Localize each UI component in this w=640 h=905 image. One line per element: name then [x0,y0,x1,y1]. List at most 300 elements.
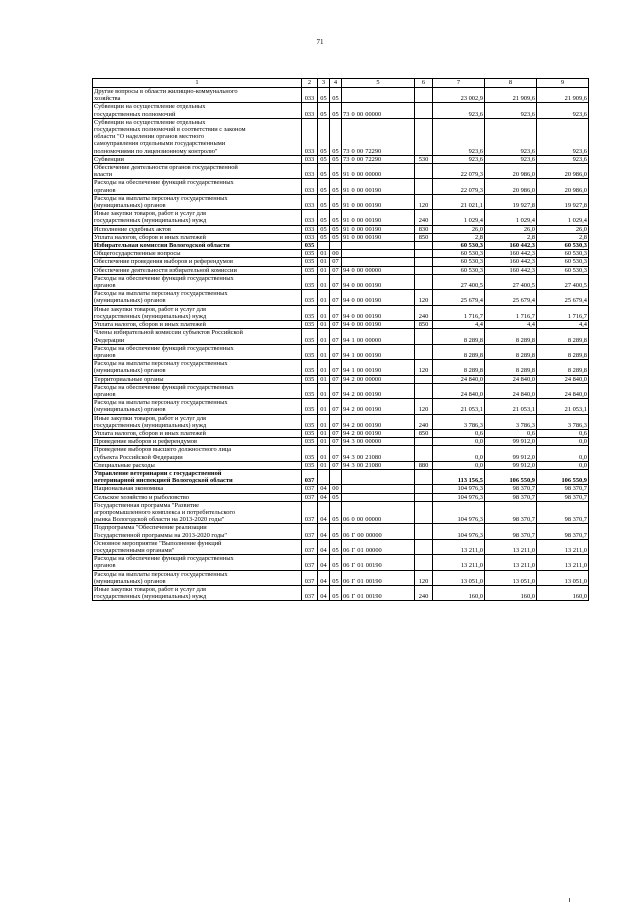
code-target-item: 06 Г 01 00190 [342,586,415,601]
amount-2: 160 442,3 [485,266,537,274]
amount-2: 13 211,0 [485,539,537,554]
code-razdel: 01 [318,274,330,289]
row-label: Основное мероприятие "Выполнение функций государственными органами" [93,539,302,554]
code-expense-type [415,539,433,554]
code-podrazdel [330,242,342,250]
amount-3: 98 370,7 [537,485,589,493]
code-glava: 033 [302,88,318,103]
code-target-item: 06 Г 00 00000 [342,524,415,539]
row-label: Общегосударственные вопросы [93,250,302,258]
code-glava: 035 [302,461,318,469]
code-expense-type: 240 [415,210,433,225]
code-podrazdel: 05 [330,103,342,118]
code-podrazdel: 07 [330,461,342,469]
code-podrazdel: 05 [330,164,342,179]
column-header: 3 [318,79,330,88]
amount-3: 60 530,3 [537,250,589,258]
amount-2: 99 912,0 [485,461,537,469]
code-target-item: 06 Г 01 00190 [342,570,415,585]
code-razdel: 04 [318,501,330,524]
amount-2: 24 840,0 [485,375,537,383]
code-razdel: 01 [318,446,330,461]
code-expense-type [415,344,433,359]
amount-3: 8 289,8 [537,344,589,359]
code-razdel: 01 [318,375,330,383]
row-label: Специальные расходы [93,461,302,469]
row-label: Национальная экономика [93,485,302,493]
code-target-item: 94 3 00 21080 [342,446,415,461]
code-razdel: 04 [318,493,330,501]
amount-2: 160 442,3 [485,242,537,250]
amount-2: 98 370,7 [485,493,537,501]
row-label: Исполнение судебных актов [93,225,302,233]
amount-3: 0,0 [537,438,589,446]
table-row [93,225,589,233]
amount-1: 1 716,7 [433,305,485,320]
code-podrazdel: 07 [330,360,342,375]
row-label: Расходы на обеспечение функций государственных органов [93,344,302,359]
amount-2: 98 370,7 [485,485,537,493]
code-target-item: 73 0 00 72290 [342,155,415,163]
table-header-row [93,79,589,88]
code-glava: 037 [302,586,318,601]
code-glava: 033 [302,210,318,225]
column-header: 2 [302,79,318,88]
code-razdel: 05 [318,225,330,233]
code-target-item [342,258,415,266]
code-podrazdel: 05 [330,179,342,194]
code-glava: 033 [302,179,318,194]
code-razdel: 01 [318,383,330,398]
code-podrazdel: 07 [330,399,342,414]
column-header: 4 [330,79,342,88]
amount-2: 8 289,8 [485,344,537,359]
row-label: Проведение выборов высшего должностного лица субъекта Российской Федерации [93,446,302,461]
code-target-item: 06 0 00 00000 [342,501,415,524]
amount-3: 923,6 [537,103,589,118]
code-expense-type: 530 [415,155,433,163]
amount-1: 113 156,5 [433,469,485,484]
code-target-item: 94 2 00 00190 [342,414,415,429]
code-expense-type [415,485,433,493]
amount-2: 24 840,0 [485,383,537,398]
table-row [93,250,589,258]
row-label: Подпрограмма "Обеспечение реализации Государственной программы на 2013-2020 годы" [93,524,302,539]
code-target-item: 73 0 00 00000 [342,103,415,118]
code-glava: 033 [302,103,318,118]
table-row [93,329,589,344]
amount-3: 8 289,8 [537,329,589,344]
amount-2: 21 909,6 [485,88,537,103]
amount-1: 1 029,4 [433,210,485,225]
amount-1: 104 976,3 [433,501,485,524]
row-label: Другие вопросы в области жилищно-коммунального хозяйства [93,88,302,103]
amount-1: 8 289,8 [433,344,485,359]
amount-3: 160,0 [537,586,589,601]
amount-2: 25 679,4 [485,290,537,305]
row-label: Расходы на обеспечение функций государственных органов [93,274,302,289]
table-row [93,242,589,250]
code-target-item: 91 0 00 00190 [342,179,415,194]
amount-3: 60 530,3 [537,258,589,266]
column-header: 8 [485,79,537,88]
code-glava: 035 [302,429,318,437]
amount-1: 23 002,9 [433,88,485,103]
amount-3: 19 927,8 [537,194,589,209]
code-razdel: 04 [318,485,330,493]
amount-3: 0,0 [537,461,589,469]
amount-2: 0,6 [485,429,537,437]
amount-3: 24 840,0 [537,383,589,398]
code-glava: 035 [302,266,318,274]
code-target-item: 94 2 00 00190 [342,383,415,398]
amount-2: 4,4 [485,321,537,329]
code-target-item: 94 0 00 00000 [342,266,415,274]
code-expense-type: 240 [415,305,433,320]
amount-3: 13 051,0 [537,570,589,585]
row-label: Обеспечение деятельности органов государственной власти [93,164,302,179]
row-label: Иные закупки товаров, работ и услуг для государственных (муниципальных) нужд [93,305,302,320]
row-label: Расходы на выплаты персоналу государственных (муниципальных) органов [93,399,302,414]
code-podrazdel: 07 [330,383,342,398]
code-expense-type: 120 [415,194,433,209]
code-podrazdel [330,469,342,484]
code-glava: 035 [302,242,318,250]
amount-1: 21 053,1 [433,399,485,414]
code-razdel: 04 [318,570,330,585]
amount-3: 98 370,7 [537,493,589,501]
row-label: Территориальные органы [93,375,302,383]
code-target-item: 91 0 00 00190 [342,233,415,241]
code-expense-type [415,266,433,274]
code-podrazdel: 07 [330,305,342,320]
code-glava: 035 [302,438,318,446]
amount-2: 160,0 [485,586,537,601]
amount-2: 923,6 [485,118,537,155]
code-glava: 035 [302,274,318,289]
code-podrazdel: 07 [330,344,342,359]
amount-2: 160 442,3 [485,258,537,266]
code-podrazdel: 05 [330,586,342,601]
code-expense-type [415,555,433,570]
amount-3: 4,4 [537,321,589,329]
code-expense-type [415,274,433,289]
amount-1: 923,6 [433,155,485,163]
table-row [93,493,589,501]
code-glava: 035 [302,305,318,320]
code-razdel [318,469,330,484]
table-row [93,274,589,289]
code-podrazdel: 05 [330,570,342,585]
amount-3: 60 530,3 [537,266,589,274]
table-row [93,570,589,585]
amount-1: 923,6 [433,118,485,155]
code-podrazdel: 00 [330,250,342,258]
code-expense-type: 120 [415,570,433,585]
code-glava: 035 [302,399,318,414]
table-row [93,469,589,484]
code-glava: 037 [302,501,318,524]
row-label: Расходы на выплаты персоналу государственных (муниципальных) органов [93,570,302,585]
code-target-item: 94 3 00 21080 [342,461,415,469]
code-glava: 035 [302,290,318,305]
amount-2: 27 400,5 [485,274,537,289]
row-label: Уплата налогов, сборов и иных платежей [93,429,302,437]
code-expense-type [415,329,433,344]
code-razdel: 04 [318,555,330,570]
table-row [93,103,589,118]
amount-1: 13 211,0 [433,539,485,554]
amount-1: 24 840,0 [433,375,485,383]
code-razdel: 01 [318,344,330,359]
code-razdel: 05 [318,155,330,163]
table-row [93,233,589,241]
column-header: 1 [93,79,302,88]
table-row [93,266,589,274]
table-row [93,164,589,179]
code-expense-type [415,446,433,461]
amount-1: 13 211,0 [433,555,485,570]
amount-2: 160 442,3 [485,250,537,258]
row-label: Субвенции на осуществление отдельных государственных полномочий [93,103,302,118]
code-glava: 035 [302,360,318,375]
amount-2: 1 716,7 [485,305,537,320]
amount-2: 26,0 [485,225,537,233]
code-glava: 033 [302,233,318,241]
code-target-item [342,469,415,484]
code-glava: 035 [302,414,318,429]
code-target-item: 06 Г 01 00190 [342,555,415,570]
code-target-item: 91 0 00 00190 [342,225,415,233]
code-razdel: 05 [318,179,330,194]
table-row [93,360,589,375]
code-razdel: 01 [318,429,330,437]
row-label: Расходы на обеспечение функций государственных органов [93,179,302,194]
code-target-item [342,88,415,103]
code-target-item: 94 0 00 00190 [342,321,415,329]
code-razdel: 01 [318,321,330,329]
code-expense-type: 120 [415,360,433,375]
table-row [93,305,589,320]
code-podrazdel: 05 [330,501,342,524]
code-target-item: 06 Г 01 00000 [342,539,415,554]
code-expense-type [415,118,433,155]
amount-1: 13 051,0 [433,570,485,585]
code-expense-type [415,88,433,103]
amount-1: 0,0 [433,446,485,461]
code-podrazdel: 07 [330,438,342,446]
code-target-item: 91 0 00 00190 [342,194,415,209]
amount-2: 21 053,1 [485,399,537,414]
code-target-item [342,250,415,258]
code-razdel: 01 [318,399,330,414]
amount-3: 98 370,7 [537,501,589,524]
code-target-item: 94 0 00 00190 [342,290,415,305]
code-glava: 037 [302,555,318,570]
amount-3: 60 530,3 [537,242,589,250]
code-expense-type [415,250,433,258]
code-expense-type [415,383,433,398]
code-expense-type: 120 [415,290,433,305]
code-podrazdel: 07 [330,258,342,266]
amount-1: 160,0 [433,586,485,601]
row-label: Обеспечение проведения выборов и референдумов [93,258,302,266]
amount-3: 98 370,7 [537,524,589,539]
code-expense-type [415,375,433,383]
code-expense-type [415,242,433,250]
column-header: 6 [415,79,433,88]
code-expense-type [415,524,433,539]
table-row [93,118,589,155]
row-label: Иные закупки товаров, работ и услуг для государственных (муниципальных) нужд [93,210,302,225]
amount-1: 24 840,0 [433,383,485,398]
code-razdel: 01 [318,258,330,266]
code-razdel: 01 [318,329,330,344]
code-podrazdel: 07 [330,446,342,461]
table-row [93,555,589,570]
code-razdel: 05 [318,88,330,103]
amount-1: 923,6 [433,103,485,118]
code-glava: 035 [302,375,318,383]
amount-3: 21 909,6 [537,88,589,103]
table-row [93,290,589,305]
code-podrazdel: 07 [330,329,342,344]
code-expense-type: 240 [415,414,433,429]
row-label: Уплата налогов, сборов и иных платежей [93,233,302,241]
code-target-item: 91 0 00 00000 [342,164,415,179]
table-row [93,399,589,414]
code-razdel: 05 [318,103,330,118]
table-row [93,375,589,383]
code-target-item: 94 3 00 00000 [342,438,415,446]
code-expense-type: 850 [415,429,433,437]
amount-3: 923,6 [537,155,589,163]
row-label: Проведение выборов и референдумов [93,438,302,446]
code-glava: 037 [302,570,318,585]
amount-1: 22 079,3 [433,179,485,194]
table-row [93,501,589,524]
code-target-item: 94 1 00 00190 [342,360,415,375]
row-label: Расходы на выплаты персоналу государственных (муниципальных) органов [93,360,302,375]
code-podrazdel: 07 [330,274,342,289]
amount-1: 60 530,3 [433,250,485,258]
code-glava: 035 [302,258,318,266]
code-razdel: 05 [318,164,330,179]
code-podrazdel: 05 [330,225,342,233]
amount-1: 4,4 [433,321,485,329]
amount-1: 0,0 [433,461,485,469]
code-razdel: 04 [318,524,330,539]
code-podrazdel: 07 [330,321,342,329]
code-glava: 037 [302,493,318,501]
code-expense-type [415,179,433,194]
amount-1: 8 289,8 [433,360,485,375]
code-expense-type [415,501,433,524]
amount-1: 21 021,1 [433,194,485,209]
row-label: Члены избирательной комиссии субъектов Российской Федерации [93,329,302,344]
table-row [93,210,589,225]
code-razdel: 01 [318,250,330,258]
amount-2: 923,6 [485,155,537,163]
code-podrazdel: 05 [330,118,342,155]
amount-3: 13 211,0 [537,555,589,570]
row-label: Государственная программа "Развитие агропромышленного комплекса и потребительского рынка Вологодской области на 2013-2020 годы" [93,501,302,524]
code-target-item: 91 0 00 00190 [342,210,415,225]
amount-2: 3 786,3 [485,414,537,429]
code-razdel: 01 [318,290,330,305]
code-expense-type [415,469,433,484]
row-label: Иные закупки товаров, работ и услуг для государственных (муниципальных) нужд [93,586,302,601]
code-razdel: 01 [318,266,330,274]
code-podrazdel: 05 [330,524,342,539]
table-row [93,155,589,163]
scan-mark [569,898,570,902]
code-razdel: 05 [318,118,330,155]
code-glava: 033 [302,225,318,233]
code-podrazdel: 05 [330,194,342,209]
row-label: Уплата налогов, сборов и иных платежей [93,321,302,329]
table-row [93,321,589,329]
table-row [93,383,589,398]
amount-1: 8 289,8 [433,329,485,344]
code-target-item: 94 2 00 00000 [342,375,415,383]
row-label: Управление ветеринарии с государственной ветеринарной инспекцией Вологодской области [93,469,302,484]
code-glava: 037 [302,469,318,484]
table-row [93,485,589,493]
code-target-item [342,493,415,501]
amount-3: 25 679,4 [537,290,589,305]
amount-1: 3 786,3 [433,414,485,429]
table-row [93,438,589,446]
amount-1: 60 530,3 [433,266,485,274]
code-podrazdel: 07 [330,429,342,437]
code-glava: 035 [302,321,318,329]
table-row [93,179,589,194]
amount-2: 2,8 [485,233,537,241]
row-label: Иные закупки товаров, работ и услуг для государственных (муниципальных) нужд [93,414,302,429]
table-row [93,461,589,469]
code-glava: 035 [302,383,318,398]
amount-3: 8 289,8 [537,360,589,375]
amount-2: 8 289,8 [485,360,537,375]
code-razdel: 01 [318,461,330,469]
amount-1: 0,0 [433,438,485,446]
code-razdel: 01 [318,414,330,429]
code-target-item [342,485,415,493]
row-label: Расходы на выплаты персоналу государственных (муниципальных) органов [93,290,302,305]
code-target-item: 94 1 00 00000 [342,329,415,344]
row-label: Субвенции [93,155,302,163]
code-expense-type [415,438,433,446]
code-expense-type: 830 [415,225,433,233]
amount-3: 2,8 [537,233,589,241]
code-podrazdel: 07 [330,290,342,305]
table-row [93,88,589,103]
page-number: 71 [316,38,324,46]
row-label: Расходы на обеспечение функций государственных органов [93,555,302,570]
code-expense-type: 880 [415,461,433,469]
code-podrazdel: 07 [330,414,342,429]
code-podrazdel: 07 [330,266,342,274]
row-label: Сельское хозяйство и рыболовство [93,493,302,501]
amount-1: 22 079,3 [433,164,485,179]
code-podrazdel: 05 [330,88,342,103]
code-razdel: 05 [318,233,330,241]
amount-1: 0,6 [433,429,485,437]
amount-2: 1 029,4 [485,210,537,225]
amount-1: 2,8 [433,233,485,241]
amount-3: 20 986,0 [537,179,589,194]
